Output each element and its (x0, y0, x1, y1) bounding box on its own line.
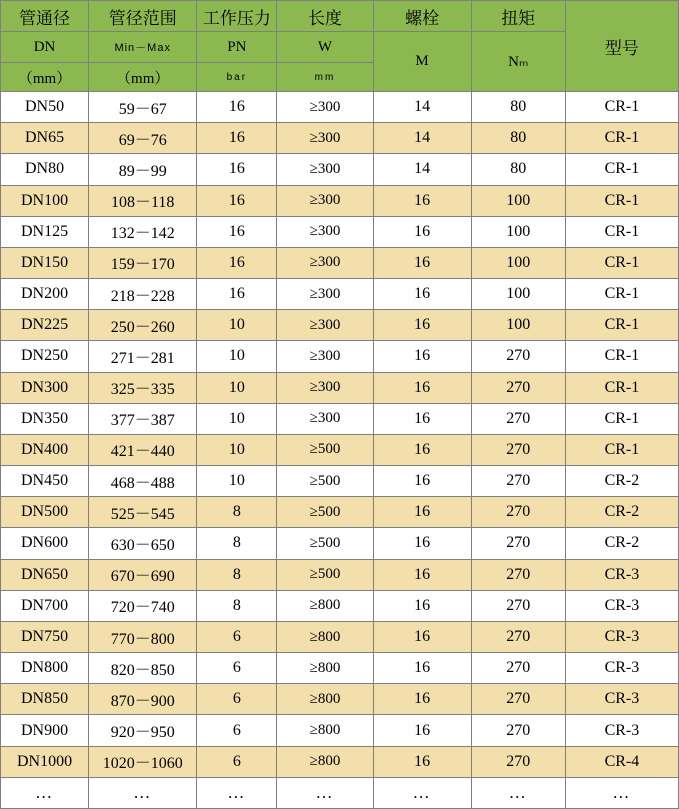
table-cell: ≥800 (277, 684, 373, 715)
table-cell: DN250 (1, 341, 89, 372)
table-row (1, 310, 679, 341)
table-cell: 16 (197, 123, 277, 154)
table-cell: ≥800 (277, 653, 373, 684)
table-cell: 16 (373, 497, 471, 528)
table-cell: ≥800 (277, 746, 373, 777)
table-cell: CR-1 (565, 123, 678, 154)
table-row (1, 372, 679, 403)
header-symbol-nm: Nₘ (471, 32, 565, 92)
table-cell: 6 (197, 684, 277, 715)
table-cell: ≥500 (277, 466, 373, 497)
table-cell: 16 (373, 528, 471, 559)
table-cell: 468－488 (89, 466, 197, 497)
table-cell: 10 (197, 310, 277, 341)
table-cell: 920－950 (89, 715, 197, 746)
table-row (1, 247, 679, 278)
table-cell: 14 (373, 154, 471, 185)
table-cell: 16 (373, 279, 471, 310)
table-cell: DN80 (1, 154, 89, 185)
table-cell: 670－690 (89, 559, 197, 590)
table-cell: ≥300 (277, 154, 373, 185)
table-cell: DN900 (1, 715, 89, 746)
table-cell: 16 (373, 559, 471, 590)
table-cell: … (471, 777, 565, 808)
table-cell: 100 (471, 279, 565, 310)
table-cell: DN1000 (1, 746, 89, 777)
table-cell: ≥300 (277, 216, 373, 247)
table-cell: CR-3 (565, 653, 678, 684)
table-cell: DN100 (1, 185, 89, 216)
table-cell: 16 (373, 216, 471, 247)
header-symbol-pn: PN (197, 32, 277, 63)
table-cell: 16 (373, 653, 471, 684)
header-length: 长度 (277, 1, 373, 32)
table-cell: ≥800 (277, 715, 373, 746)
table-cell: 270 (471, 434, 565, 465)
table-cell: 16 (373, 466, 471, 497)
table-cell: DN700 (1, 590, 89, 621)
table-cell: 525－545 (89, 497, 197, 528)
table-cell: 270 (471, 341, 565, 372)
table-row (1, 216, 679, 247)
table-cell: 870－900 (89, 684, 197, 715)
table-cell: CR-1 (565, 247, 678, 278)
table-row (1, 621, 679, 652)
table-cell: ≥800 (277, 621, 373, 652)
header-working-pressure: 工作压力 (197, 1, 277, 32)
table-cell: ≥300 (277, 341, 373, 372)
table-cell: CR-2 (565, 528, 678, 559)
table-cell: 16 (197, 247, 277, 278)
table-cell: 421－440 (89, 434, 197, 465)
table-cell: 16 (373, 434, 471, 465)
table-cell: 270 (471, 372, 565, 403)
header-symbol-minmax: Min－Max (89, 32, 197, 63)
table-row (1, 92, 679, 123)
header-unit-bar: bar (197, 63, 277, 92)
table-row (1, 341, 679, 372)
header-torque: 扭矩 (471, 1, 565, 32)
table-cell: 14 (373, 92, 471, 123)
table-cell: CR-3 (565, 715, 678, 746)
table-cell: ≥300 (277, 279, 373, 310)
table-cell: 10 (197, 434, 277, 465)
table-cell: 270 (471, 559, 565, 590)
header-diameter-range: 管径范围 (89, 1, 197, 32)
table-cell: ≥300 (277, 123, 373, 154)
table-cell: 16 (197, 92, 277, 123)
table-cell: CR-3 (565, 590, 678, 621)
table-cell: CR-1 (565, 216, 678, 247)
table-cell: 271－281 (89, 341, 197, 372)
header-symbol-dn: DN (1, 32, 89, 63)
header-nominal-diameter: 管通径 (1, 1, 89, 32)
table-row (1, 279, 679, 310)
header-symbol-w: W (277, 32, 373, 63)
table-cell: DN225 (1, 310, 89, 341)
table-cell: DN150 (1, 247, 89, 278)
table-cell: 16 (373, 403, 471, 434)
table-cell: 100 (471, 185, 565, 216)
table-row (1, 590, 679, 621)
table-cell: 16 (373, 715, 471, 746)
table-cell: 1020－1060 (89, 746, 197, 777)
header-unit-range: （mm） (89, 63, 197, 92)
table-cell: CR-3 (565, 559, 678, 590)
table-cell: DN450 (1, 466, 89, 497)
table-row (1, 777, 679, 808)
header-bolt: 螺栓 (373, 1, 471, 32)
table-cell: 10 (197, 403, 277, 434)
table-cell: 270 (471, 715, 565, 746)
table-cell: CR-1 (565, 372, 678, 403)
table-cell: 6 (197, 715, 277, 746)
table-cell: 6 (197, 653, 277, 684)
table-cell: 270 (471, 746, 565, 777)
table-cell: 8 (197, 559, 277, 590)
table-cell: ≥500 (277, 434, 373, 465)
table-cell: ≥500 (277, 528, 373, 559)
table-cell: CR-1 (565, 341, 678, 372)
table-cell: DN800 (1, 653, 89, 684)
table-cell: 820－850 (89, 653, 197, 684)
table-cell: DN850 (1, 684, 89, 715)
table-cell: 69－76 (89, 123, 197, 154)
table-cell: 377－387 (89, 403, 197, 434)
table-cell: 325－335 (89, 372, 197, 403)
table-cell: ≥300 (277, 185, 373, 216)
table-cell: CR-1 (565, 403, 678, 434)
table-cell: 270 (471, 466, 565, 497)
table-cell: 14 (373, 123, 471, 154)
table-cell: ≥800 (277, 590, 373, 621)
table-cell: … (277, 777, 373, 808)
table-cell: … (565, 777, 678, 808)
table-cell: CR-1 (565, 154, 678, 185)
table-cell: 100 (471, 247, 565, 278)
table-row (1, 434, 679, 465)
table-cell: ≥300 (277, 310, 373, 341)
table-cell: ≥300 (277, 92, 373, 123)
table-row (1, 653, 679, 684)
table-cell: ≥300 (277, 247, 373, 278)
table-row (1, 528, 679, 559)
header-unit-mm: mm (277, 63, 373, 92)
table-cell: DN650 (1, 559, 89, 590)
header-unit-dn: （mm） (1, 63, 89, 92)
table-cell: 16 (373, 341, 471, 372)
table-cell: 270 (471, 684, 565, 715)
table-cell: 270 (471, 528, 565, 559)
table-header (1, 1, 679, 92)
table-cell: DN300 (1, 372, 89, 403)
table-cell: 108－118 (89, 185, 197, 216)
header-model: 型号 (565, 1, 678, 92)
table-cell: 8 (197, 590, 277, 621)
table-cell: 8 (197, 497, 277, 528)
table-row (1, 715, 679, 746)
table-cell: 6 (197, 746, 277, 777)
table-cell: … (1, 777, 89, 808)
table-cell: 10 (197, 341, 277, 372)
table-cell: DN200 (1, 279, 89, 310)
table-row (1, 154, 679, 185)
table-cell: DN600 (1, 528, 89, 559)
table-cell: DN500 (1, 497, 89, 528)
table-row (1, 185, 679, 216)
table-cell: DN400 (1, 434, 89, 465)
table-cell: 80 (471, 154, 565, 185)
table-cell: CR-1 (565, 185, 678, 216)
table-cell: 270 (471, 590, 565, 621)
table-cell: 16 (373, 746, 471, 777)
table-cell: CR-1 (565, 279, 678, 310)
table-cell: 16 (197, 185, 277, 216)
table-cell: … (89, 777, 197, 808)
table-row (1, 466, 679, 497)
table-cell: CR-4 (565, 746, 678, 777)
table-cell: DN65 (1, 123, 89, 154)
table-cell: 270 (471, 621, 565, 652)
table-cell: 89－99 (89, 154, 197, 185)
table-cell: 218－228 (89, 279, 197, 310)
table-cell: 770－800 (89, 621, 197, 652)
table-cell: CR-2 (565, 497, 678, 528)
table-cell: 10 (197, 466, 277, 497)
table-cell: 132－142 (89, 216, 197, 247)
table-cell: DN750 (1, 621, 89, 652)
header-symbol-m: M (373, 32, 471, 92)
table-row (1, 497, 679, 528)
table-cell: 16 (373, 684, 471, 715)
table-cell: 270 (471, 653, 565, 684)
table-row (1, 403, 679, 434)
table-cell: 16 (197, 279, 277, 310)
table-cell: DN350 (1, 403, 89, 434)
table-cell: 16 (373, 247, 471, 278)
table-cell: CR-2 (565, 466, 678, 497)
table-cell: 16 (373, 621, 471, 652)
table-cell: 6 (197, 621, 277, 652)
table-cell: 16 (373, 372, 471, 403)
table-cell: ≥300 (277, 403, 373, 434)
table-cell: DN125 (1, 216, 89, 247)
table-cell: 270 (471, 403, 565, 434)
table-row (1, 684, 679, 715)
table-cell: 630－650 (89, 528, 197, 559)
table-row (1, 746, 679, 777)
table-cell: 16 (197, 154, 277, 185)
table-cell: 16 (197, 216, 277, 247)
table-cell: ≥300 (277, 372, 373, 403)
table-cell: … (197, 777, 277, 808)
table-cell: 250－260 (89, 310, 197, 341)
table-cell: DN50 (1, 92, 89, 123)
table-cell: CR-3 (565, 684, 678, 715)
table-cell: ≥500 (277, 497, 373, 528)
table-cell: … (373, 777, 471, 808)
table-cell: 8 (197, 528, 277, 559)
table-cell: 100 (471, 216, 565, 247)
table-cell: 16 (373, 185, 471, 216)
table-cell: 59－67 (89, 92, 197, 123)
table-cell: CR-3 (565, 621, 678, 652)
table-cell: 720－740 (89, 590, 197, 621)
table-cell: ≥500 (277, 559, 373, 590)
table-cell: CR-1 (565, 434, 678, 465)
table-row (1, 559, 679, 590)
table-cell: 80 (471, 92, 565, 123)
table-cell: 159－170 (89, 247, 197, 278)
table-row (1, 123, 679, 154)
table-cell: 80 (471, 123, 565, 154)
table-cell: 16 (373, 590, 471, 621)
table-body (1, 92, 679, 809)
header-row-title (1, 1, 679, 32)
table-cell: 100 (471, 310, 565, 341)
table-cell: 10 (197, 372, 277, 403)
table-cell: CR-1 (565, 310, 678, 341)
table-cell: 270 (471, 497, 565, 528)
table-cell: 16 (373, 310, 471, 341)
table-cell: CR-1 (565, 92, 678, 123)
